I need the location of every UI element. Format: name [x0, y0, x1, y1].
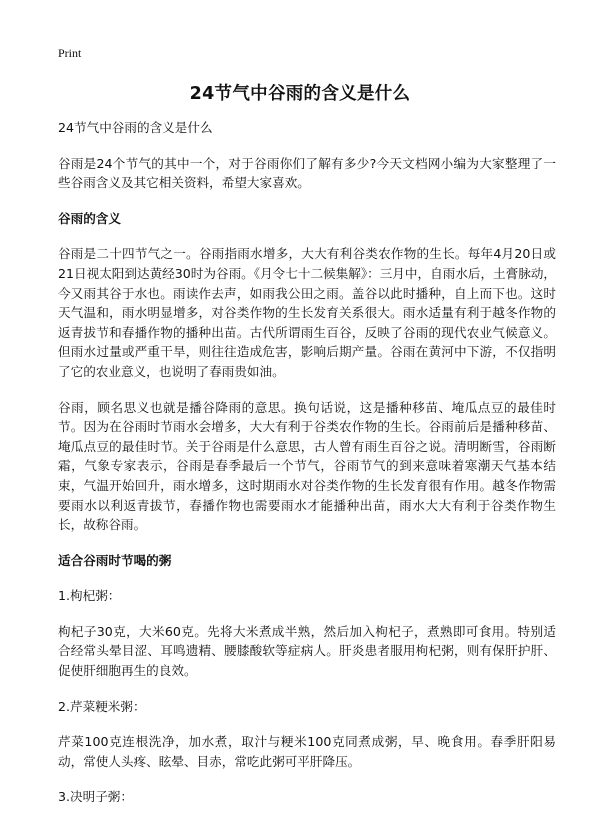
intro-paragraph: 谷雨是24个节气的其中一个，对于谷雨你们了解有多少?今天文档网小编为大家整理了一些谷雨含义及其它相关资料，希望大家喜欢。 [58, 155, 556, 191]
document-title: 24节气中谷雨的含义是什么 [189, 84, 411, 104]
porridge-item-name: 1.枸杞粥： [58, 588, 121, 604]
section-heading-meaning: 谷雨的含义 [58, 210, 121, 226]
porridge-item-name: 2.芹菜粳米粥： [58, 698, 146, 714]
print-link[interactable]: Print [58, 46, 82, 60]
section-heading-porridge: 适合谷雨时节喝的粥 [58, 552, 172, 568]
document-body [58, 118, 556, 807]
document-subtitle: 24节气中谷雨的含义是什么 [58, 120, 213, 135]
porridge-item-text: 芹菜100克连根洗净，加水煮，取汁与粳米100克同煮成粥，早、晚食用。春季肝阳易动，常使人头疼、眩晕、目赤，常吃此粥可平肝降压。 [58, 734, 556, 769]
porridge-item-name: 3.决明子粥： [58, 789, 133, 805]
meaning-paragraph-1: 谷雨是二十四节气之一。谷雨指雨水增多，大大有利谷类农作物的生长。每年4月20日或21日视太阳到达黄经30时为谷雨。《月令七十二候集解》：三月中，自雨水后，土膏脉动，今又雨其谷于水也。雨读作去声，如雨我公田之雨。盖谷以此时播种，自上而下也。这时天气温和，雨水明显增多，对谷类作物的生长发育关系很大。雨水适量有利于越冬作物的返青拔节和春播作物的播种出苗。古代所谓雨生百谷，反映了谷雨的现代农业气候意义。但雨水过量或严重干旱，则往往造成危害，影响后期产量。谷雨在黄河中下游，不仅指明了它的农业意义，也说明了春雨贵如油。 [58, 246, 557, 379]
porridge-item-text: 枸杞子30克，大米60克。先将大米煮成半熟，然后加入枸杞子，煮熟即可食用。特别适合经常头晕目涩、耳鸣遗精、腰膝酸软等症病人。肝炎患者服用枸杞粥，则有保肝护肝、促使肝细胞再生的良效。 [58, 623, 556, 679]
meaning-paragraph-2: 谷雨，顾名思义也就是播谷降雨的意思。换句话说，这是播种移苗、埯瓜点豆的最佳时节。因为在谷雨时节雨水会增多，大大有利于谷类农作物的生长。谷雨前后是播种移苗、埯瓜点豆的最佳时节。关于谷雨是什么意思，古人曾有雨生百谷之说。清明断雪，谷雨断霜，气象专家表示，谷雨是春季最后一个节气，谷雨节气的到来意味着寒潮天气基本结束，气温开始回升，雨水增多，这时期雨水对谷类作物的生长发育很有作用。越冬作物需要雨水以利返青拔节，春播作物也需要雨水才能播种出苗，雨水大大有利于谷类作物生长，故称谷雨。 [58, 399, 556, 533]
